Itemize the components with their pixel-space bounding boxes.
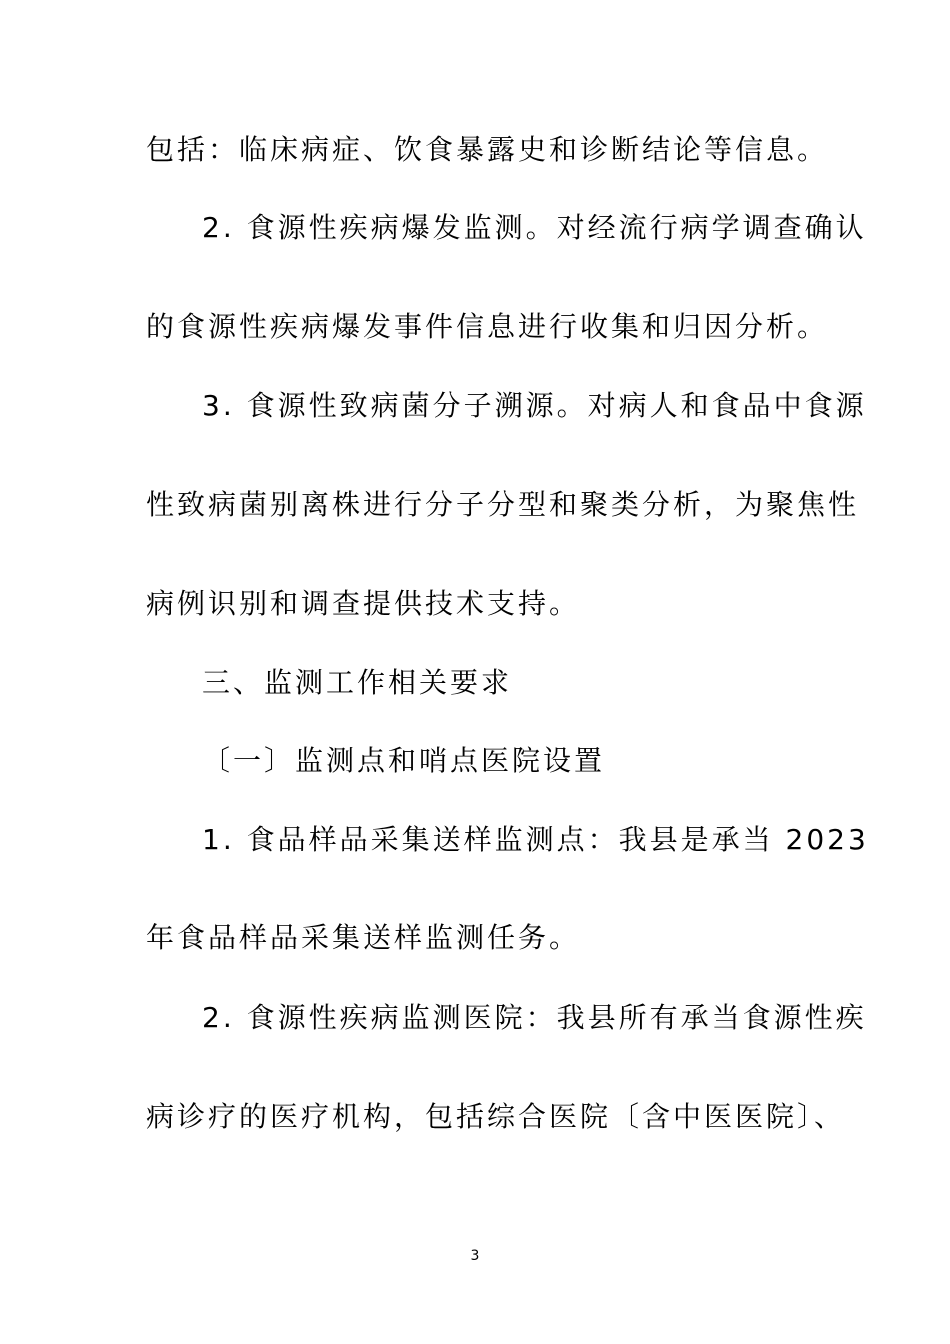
paragraph-line: 病诊疗的医疗机构，包括综合医院〔含中医医院〕、 <box>146 1100 846 1133</box>
paragraph-line: 病例识别和调查提供技术支持。 <box>146 587 581 620</box>
paragraph-line: 性致病菌别离株进行分子分型和聚类分析，为聚焦性 <box>146 488 860 521</box>
paragraph-line: 2. 食源性疾病爆发监测。对经流行病学调查确认 <box>202 211 867 244</box>
page-number: 3 <box>470 1248 480 1264</box>
paragraph-line: 3. 食源性致病菌分子溯源。对病人和食品中食源 <box>202 389 867 422</box>
section-heading: 三、监测工作相关要求 <box>202 666 513 699</box>
paragraph-line: 年食品样品采集送样监测任务。 <box>146 921 581 954</box>
paragraph-line: 的食源性疾病爆发事件信息进行收集和归因分析。 <box>146 310 829 343</box>
paragraph-line: 包括：临床病症、饮食暴露史和诊断结论等信息。 <box>146 133 829 166</box>
paragraph-line: 2. 食源性疾病监测医院：我县所有承当食源性疾 <box>202 1001 867 1034</box>
paragraph-line: 1. 食品样品采集送样监测点：我县是承当 2023 <box>202 823 869 856</box>
subsection-heading: 〔一〕监测点和哨点医院设置 <box>202 744 606 777</box>
